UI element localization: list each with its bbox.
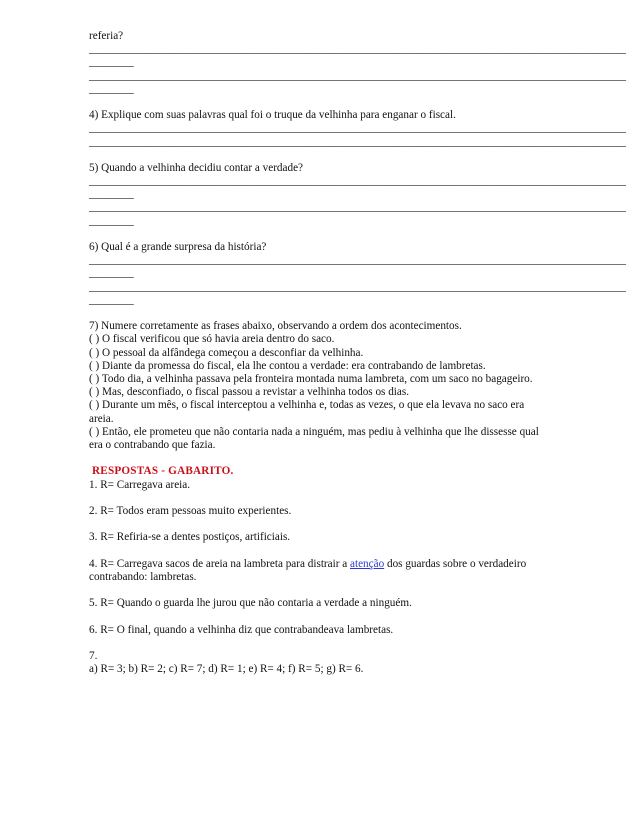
question-4: 4) Explique com suas palavras qual foi o truque da velhinha para enganar o fiscal. <box>89 109 456 122</box>
answer-3: 3. R= Refiria-se a dentes postiços, artificiais. <box>89 531 291 544</box>
answer-6: 6. R= O final, quando a velhinha diz que contrabandeava lambretas. <box>89 623 394 636</box>
q7-item: ( ) O fiscal verificou que só havia areia dentro do saco. <box>89 333 335 346</box>
answers-heading-text: RESPOSTAS - GABARITO. <box>92 465 234 478</box>
answer-line: ________________________________________________________________________________________________ <box>89 43 626 56</box>
answer-line-end: ________ <box>89 188 134 201</box>
answers-heading <box>89 465 551 478</box>
answer-5: 5. R= Quando o guarda lhe jurou que não contaria a verdade a ninguém. <box>89 597 412 610</box>
answer-4 <box>89 558 551 584</box>
answer-line: ________________________________________________________________________________________________ <box>89 280 626 293</box>
answer-line: ________________________________________________________________________________________________ <box>89 69 626 82</box>
answer-7-label: 7. <box>89 650 98 663</box>
answer-line-end: ________ <box>89 56 134 69</box>
q7-item: ( ) Diante da promessa do fiscal, ela lhe contou a verdade: era contrabando de lambretas. <box>89 359 486 372</box>
answer-line: ________________________________________________________________________________________________ <box>89 201 626 214</box>
answer-line-end: ________ <box>89 293 134 306</box>
answer-2: 2. R= Todos eram pessoas muito experientes. <box>89 505 292 517</box>
question-6: 6) Qual é a grande surpresa da história? <box>89 241 267 254</box>
attention-link[interactable]: atenção <box>350 557 385 570</box>
question-7-title: 7) Numere corretamente as frases abaixo, observando a ordem dos acontecimentos. <box>89 320 462 333</box>
answer-line: ________________________________________________________________________________________________ <box>89 175 626 188</box>
answer-line: ________________________________________________________________________________________________ <box>89 122 626 135</box>
continued-question-text: referia? <box>89 30 124 42</box>
q7-item: ( ) Durante um mês, o fiscal interceptou a velhinha e, todas as vezes, o que ela levava no saco era areia. <box>89 399 525 425</box>
q7-item: ( ) Mas, desconfiado, o fiscal passou a revistar a velhinha todos os dias. <box>89 386 410 399</box>
answer-1: 1. R= Carregava areia. <box>89 478 191 491</box>
q7-item: ( ) Então, ele prometeu que não contaria nada a ninguém, mas pediu à velhinha que lhe dissesse qual era o contrabando que fazia. <box>89 425 539 452</box>
answer-4-text-before: 4. R= Carregava sacos de areia na lambreta para distrair a <box>89 557 351 570</box>
question-5: 5) Quando a velhinha decidiu contar a verdade? <box>89 161 304 174</box>
q7-item: ( ) Todo dia, a velhinha passava pela fronteira montada numa lambreta, com um saco no bagageiro. <box>89 373 533 385</box>
page-content <box>89 30 626 677</box>
q7-item: ( ) O pessoal da alfândega começou a desconfiar da velhinha. <box>89 346 364 359</box>
answer-line: ________________________________________________________________________________________________ <box>89 135 626 148</box>
answer-line-end: ________ <box>89 82 134 95</box>
answer-line: ________________________________________________________________________________________________ <box>89 254 626 267</box>
answer-line-end: ________ <box>89 214 134 227</box>
answer-7: a) R= 3; b) R= 2; c) R= 7; d) R= 1; e) R= 4; f) R= 5; g) R= 6. <box>89 663 364 676</box>
answer-line-end: ________ <box>89 267 134 280</box>
answer-4-text-after: dos guardas sobre o verdadeiro contrabando: lambretas. <box>89 557 527 583</box>
